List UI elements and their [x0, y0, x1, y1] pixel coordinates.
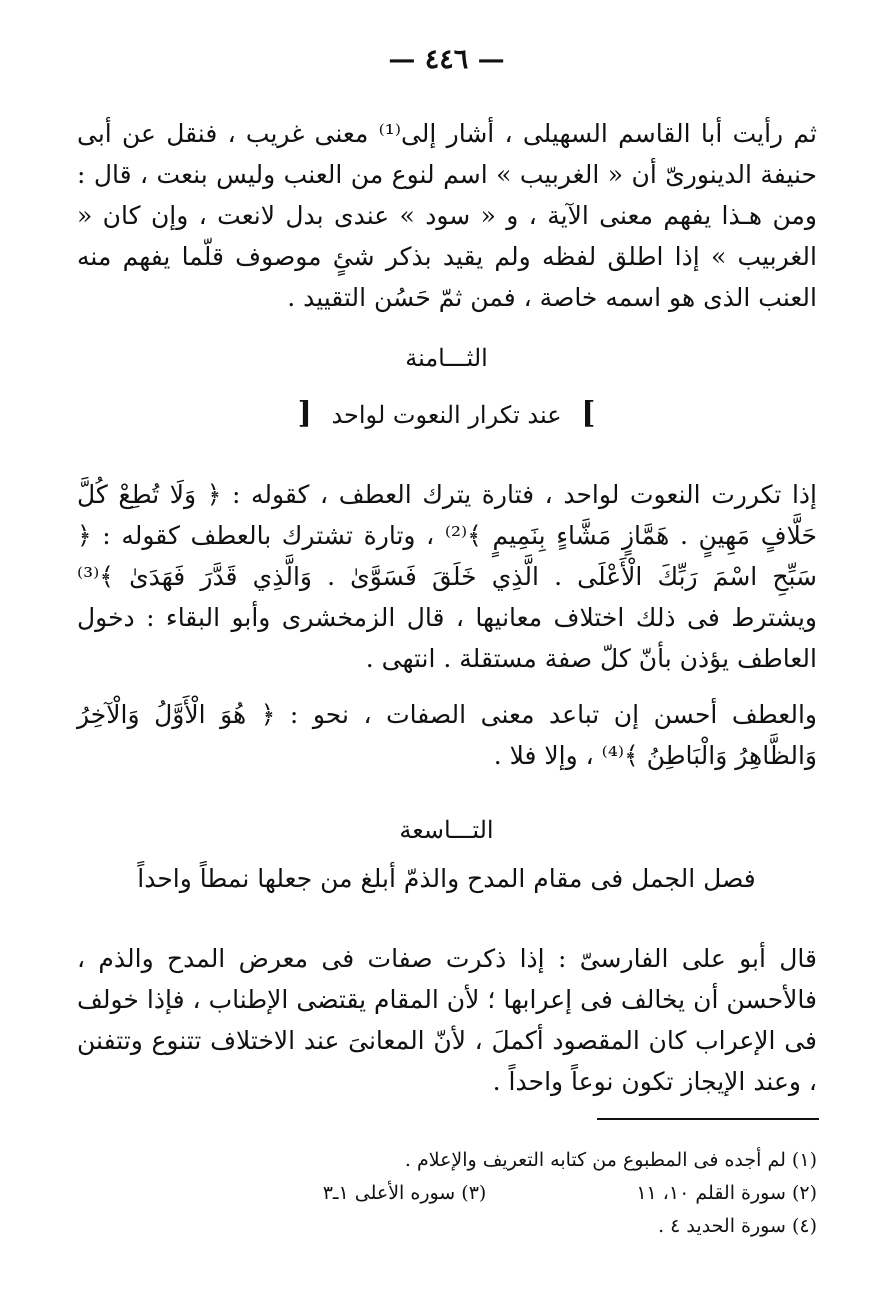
- footnote-2-text: (٢) سورة القلم ١٠، ١١: [636, 1182, 817, 1204]
- paragraph-3: والعطف أحسن إن تباعد معنى الصفات ، نحو : ﴿ هُوَ الْأَوَّلُ وَالْآخِرُ وَالظَّاهِرُ وَالْبَاطِنُ ﴾⁽⁴⁾ ، وإلا فلا .: [77, 700, 817, 770]
- section-heading-ninth: التـــاسعة: [399, 816, 494, 844]
- bracket-close: [: [297, 396, 312, 431]
- section-subheading-text: عند تكرار النعوت لواحد: [331, 401, 562, 429]
- paragraph-2: إذا تكررت النعوت لواحد ، فتارة يترك العطف ، كقوله : ﴿ وَلَا تُطِعْ كُلَّ حَلَّافٍ مَهِينٍ . هَمَّازٍ مَشَّاءٍ بِنَمِيمٍ ﴾⁽²⁾ ، وتارة تشترك بالعطف كقوله : ﴿ سَبِّحِ اسْمَ رَبِّكَ الْأَعْلَى . الَّذِي خَلَقَ فَسَوَّىٰ . وَالَّذِي قَدَّرَ فَهَدَىٰ ﴾⁽³⁾ ويشترط فى ذلك اختلاف معانيها ، قال الزمخشرى وأبو البقاء : دخول العاطف يؤذن بأنّ كلّ صفة مستقلة . انتهى .: [77, 480, 817, 673]
- section-subheading-ninth: فصل الجمل فى مقام المدح والذمّ أبلغ من جعلها نمطاً واحداً: [137, 864, 756, 893]
- paragraph-4: قال أبو على الفارسىّ : إذا ذكرت صفات فى معرض المدح والذم ، فالأحسن أن يخالف فى إعرابها ؛ لأن المقام يقتضى الإطناب ، فإذا خولف فى الإعراب كان المقصود أكملَ ، لأنّ المعانىَ عند الاختلاف تتنوع وتتفنن ، وعند الإيجاز تكون نوعاً واحداً .: [77, 944, 817, 1096]
- footnote-row-2-3: [77, 1177, 817, 1210]
- footnote-4: [77, 1210, 817, 1243]
- footnote-divider: [597, 1118, 819, 1120]
- footnotes: [77, 1144, 817, 1243]
- footnote-4-text: (٤) سورة الحديد ٤ .: [658, 1215, 817, 1237]
- section-heading-eighth: الثـــامنة: [405, 344, 488, 372]
- page-number: — ٤٤٦ —: [388, 44, 505, 75]
- bracket-open: ]: [581, 396, 596, 431]
- footnote-1-text: (١) لم أجده فى المطبوع من كتابه التعريف والإعلام .: [404, 1149, 817, 1171]
- footnote-3-text: (٣) سوره الأعلى ١ـ٣: [322, 1182, 487, 1204]
- section-subheading-eighth: [0, 396, 893, 431]
- footnote-1: [77, 1144, 817, 1177]
- paragraph-1: ثم رأيت أبا القاسم السهيلى ، أشار إلى⁽¹⁾ معنى غريب ، فنقل عن أبى حنيفة الدينورىّ أن « الغربيب » اسم لنوع من العنب وليس بنعت ، قال : ومن هـذا يفهم معنى الآية ، و « سود » عندى بدل لانعت ، وإن كان « الغربيب » إذا اطلق لفظه ولم يقيد بذكر شئٍ موصوف قلّما يفهم منه العنب الذى هو اسمه خاصة ، فمن ثمّ حَسُن التقييد .: [77, 119, 817, 312]
